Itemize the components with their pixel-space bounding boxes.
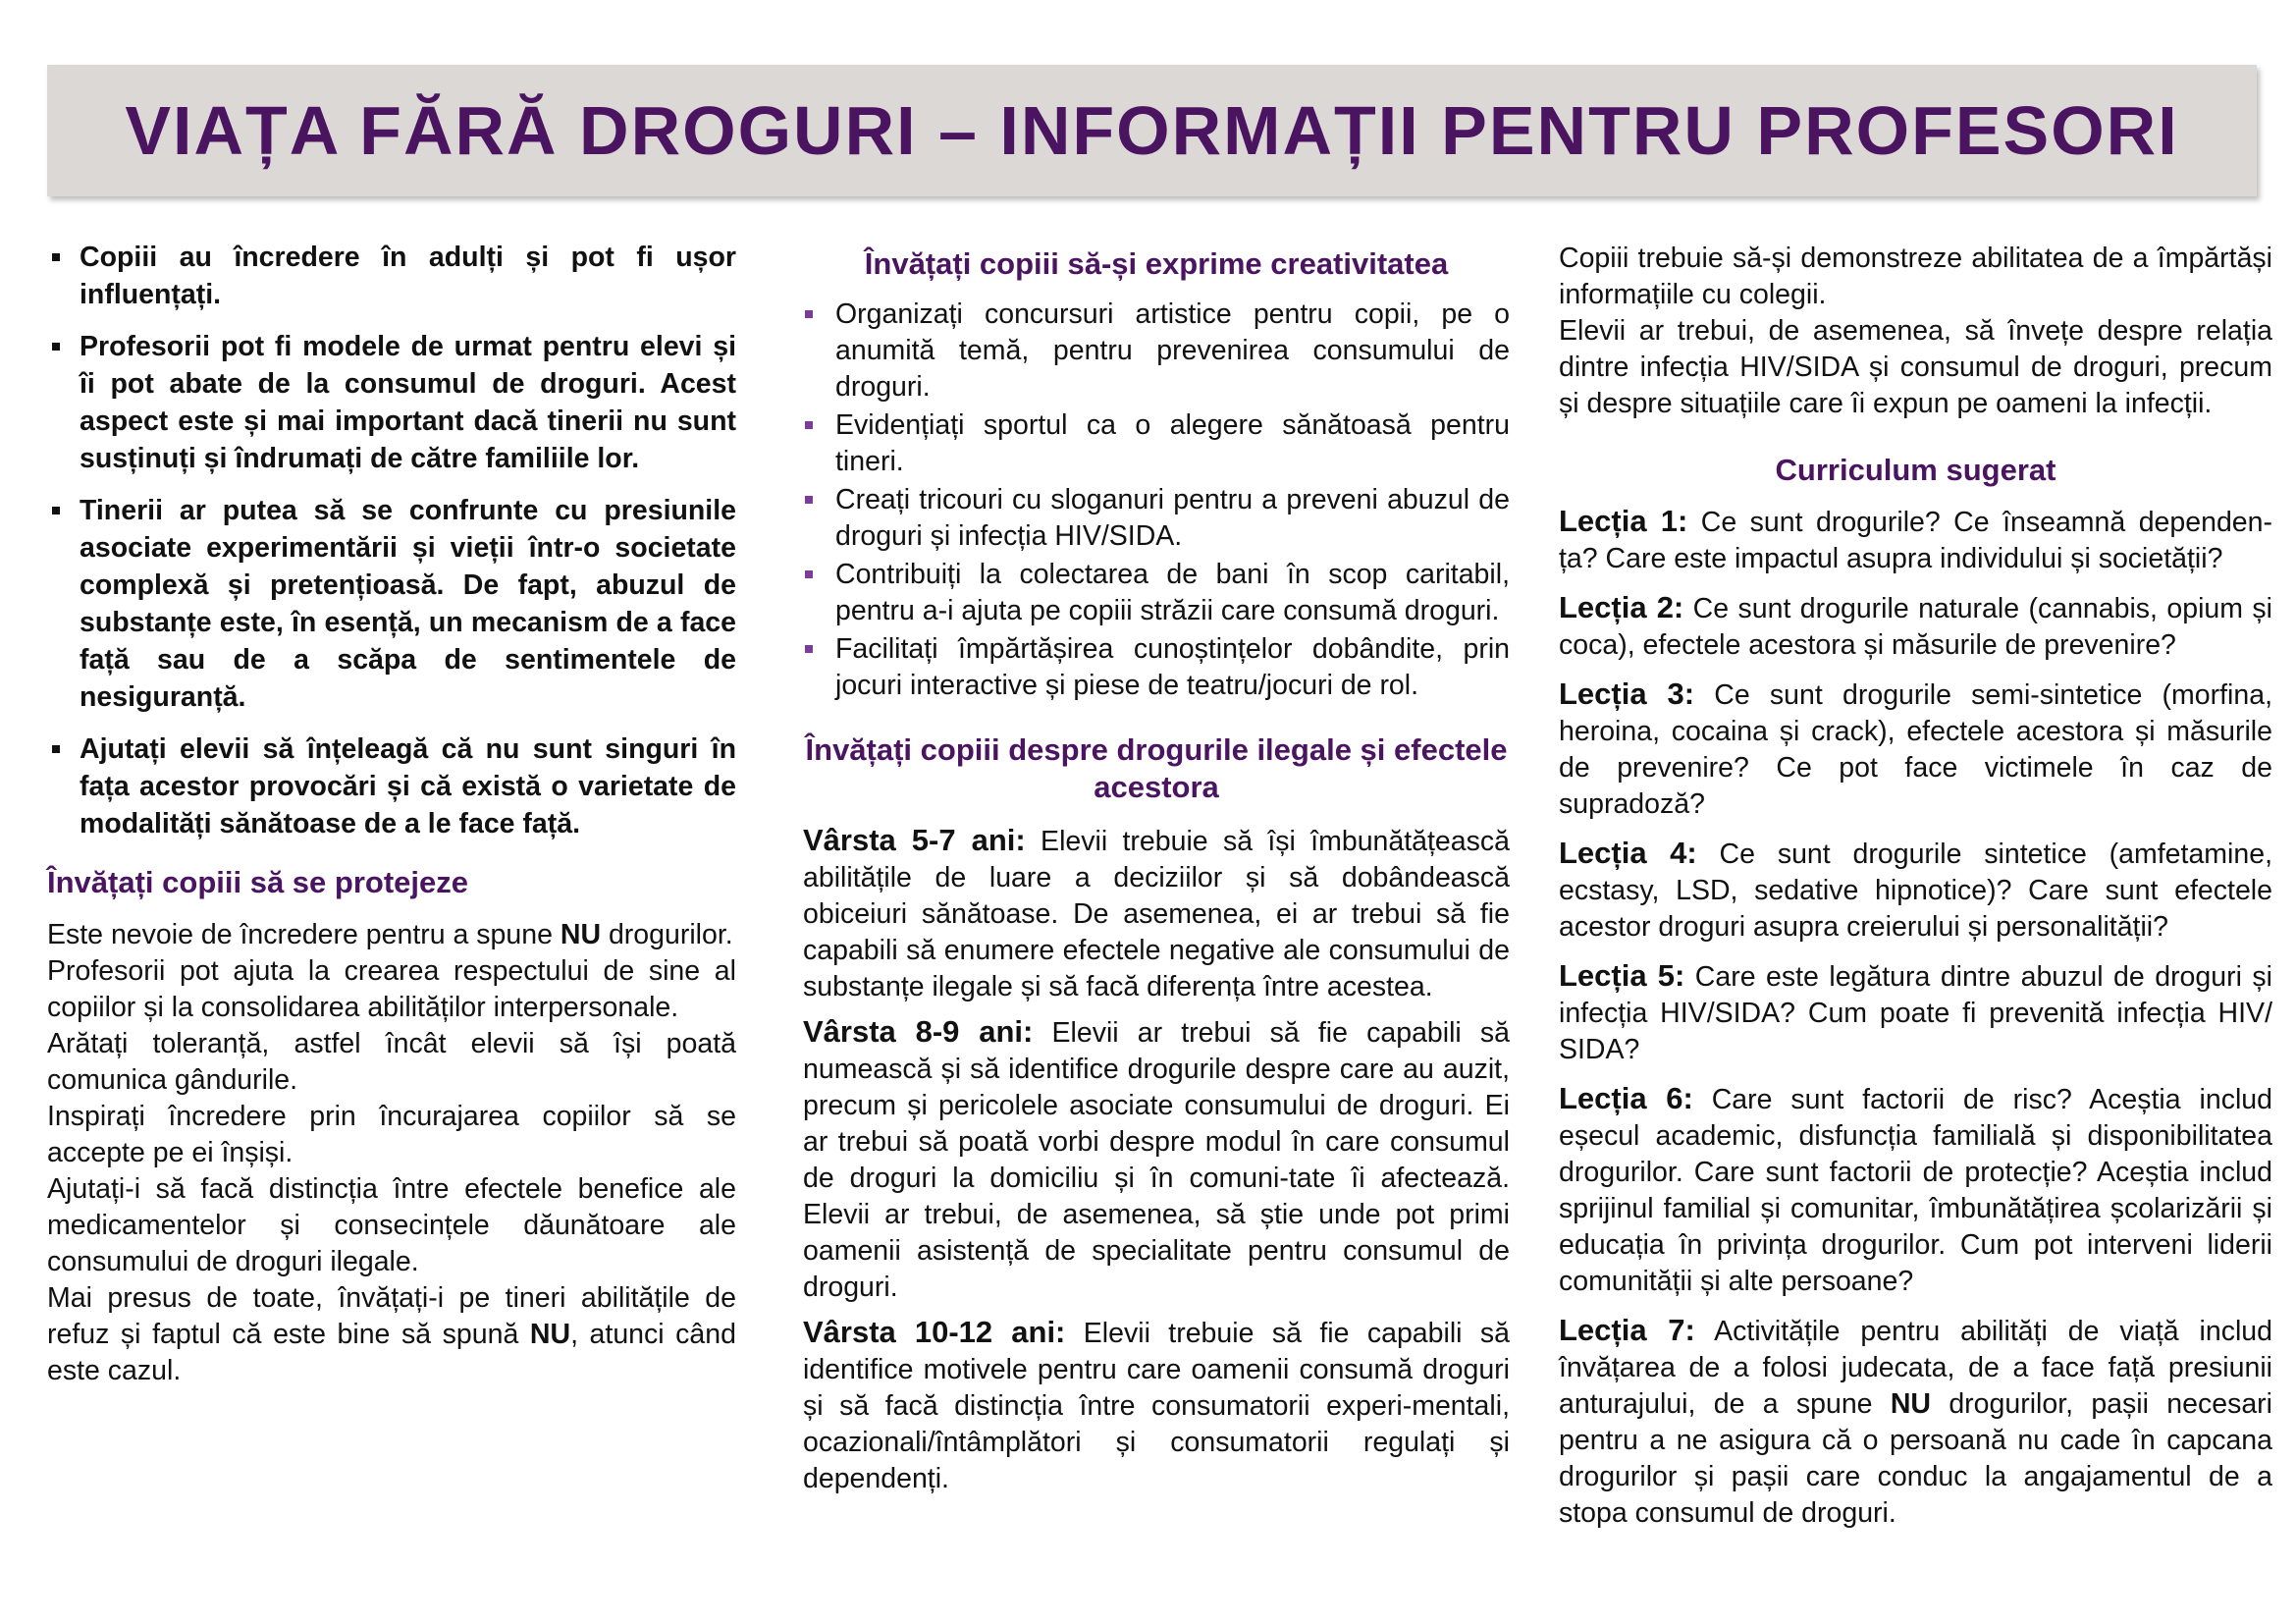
section-heading-protect: Învățați copiii să se protejeze	[47, 865, 468, 899]
lesson-paragraph	[1559, 835, 2272, 946]
age-label: Vârsta 10-12 ani:	[803, 1315, 1066, 1349]
text: Elevii trebuie să fie capabili să identifice motivele pentru care oamenii consumă droguri și să facă distincția între consumatorii experi-mentali, ocazionali/întâmplători și consumatorii regulați și dependenți.	[803, 1318, 1510, 1494]
text: Care este legătura dintre abuzul de droguri și infecția HIV/SIDA? Cum poate fi prevenită infecția HIV/ SIDA?	[1559, 961, 2272, 1065]
emphasis-no: NU	[560, 919, 602, 950]
paragraph: Elevii ar trebui, de asemenea, să învețe despre relația dintre infecția HIV/SIDA și consumul de droguri, precum și despre situațiile care îi expun pe oameni la infecții.	[1559, 315, 2272, 419]
paragraph: Copiii trebuie să-și demonstreze abilitatea de a împărtăși informațiile cu colegii.	[1559, 243, 2272, 310]
lesson-label: Lecția 4:	[1559, 836, 1697, 870]
paragraph: Arătați toleranță, astfel încât elevii să își poată comunica gândurile.	[47, 1028, 736, 1096]
lesson-paragraph	[1559, 503, 2272, 577]
age-paragraph	[803, 822, 1510, 1005]
text: Ce sunt drogurile sintetice (amfetamine, ecstasy, LSD, sedative hipnotice)? Care sunt efectele acestor droguri asupra creierului și personalității?	[1559, 839, 2272, 943]
text: Mai presus de toate, învățați-i pe tineri abilitățile de refuz și faptul că este bine să spună	[47, 1282, 736, 1350]
text: Ce sunt drogurile naturale (cannabis, opium și coca), efectele acestora și măsurile de prevenire?	[1559, 593, 2272, 661]
list-item: Contribuiți la colectarea de bani în scop caritabil, pentru a-i ajuta pe copiii străzii care consumă droguri.	[803, 557, 1510, 629]
text: Ce sunt drogurile semi-sintetice (morfina, heroina, cocaina și crack), efectele acestora și măsurile de prevenire? Ce pot face victimele în caz de supradoză?	[1559, 679, 2272, 820]
list-item: Tinerii ar putea să se confrunte cu presiunile asociate experimentării și vieții într-o societate complexă și pretențioasă. De fapt, abuzul de substanțe este, în esență, un mecanism de a face față sau de a scăpa de sentimentele de nesiguranță.	[47, 492, 736, 716]
text: Ce sunt drogurile? Ce înseamnă dependen-ța? Care este impactul asupra individului și societății?	[1559, 507, 2272, 574]
list-item: Ajutați elevii să înțeleagă că nu sunt singuri în fața acestor provocări și că există o varietate de modalități sănătoase de a le face față.	[47, 731, 736, 842]
text: Elevii trebuie să își îmbunătățească abilitățile de luare a deciziilor și să dobândească obiceiuri sănătoase. De asemenea, ei ar trebui să fie capabili să enumere efectele negative ale consumului de substanțe ilegale și să facă diferența între acestea.	[803, 826, 1510, 1002]
list-item: Evidențiați sportul ca o alegere sănătoasă pentru tineri.	[803, 407, 1510, 480]
lesson-label: Lecția 6:	[1559, 1081, 1693, 1115]
lesson-label: Lecția 3:	[1559, 677, 1695, 711]
lesson-label: Lecția 7:	[1559, 1313, 1695, 1347]
lesson-paragraph	[1559, 676, 2272, 823]
age-paragraph	[803, 1013, 1510, 1306]
lesson-paragraph	[1559, 957, 2272, 1068]
list-item: Organizați concursuri artistice pentru copii, pe o anumită temă, pentru prevenirea consumului de droguri.	[803, 297, 1510, 406]
emphasis-no: NU	[529, 1319, 571, 1350]
text: Este nevoie de încredere pentru a spune	[47, 919, 561, 950]
section-heading-creativity: Învățați copiii să-și exprime creativitatea	[864, 246, 1449, 281]
list-item: Copiii au încredere în adulți și pot fi ușor influențați.	[47, 239, 736, 313]
text: drogurilor, pașii necesari pentru a ne asigura că o persoană nu cade în capcana drogurilor și pașii care conduc la angajamentul de a stopa consumul de droguri.	[1559, 1388, 2272, 1529]
creativity-bullet-list	[803, 297, 1510, 704]
lesson-paragraph	[1559, 1080, 2272, 1300]
text: Elevii ar trebui să fie capabili să numească și să identifice drogurile despre care au auzit, precum și pericolele asociate consumului de droguri. Ei ar trebui să poată vorbi despre modul în care consumul de droguri la domiciliu și în comuni-tate îi afectează. Elevii ar trebui, de asemenea, să știe unde pot primi oamenii asistență de specialitate pentru consumul de droguri.	[803, 1017, 1510, 1303]
list-item: Profesorii pot fi modele de urmat pentru elevi și îi pot abate de la consumul de droguri. Acest aspect este și mai important dacă tinerii nu sunt susținuți și îndrumați de către familiile lor.	[47, 328, 736, 477]
paragraph	[47, 917, 736, 953]
lesson-label: Lecția 5:	[1559, 958, 1685, 993]
text: Care sunt factorii de risc? Aceștia includ eșecul academic, disfuncția familială și disponibilitatea drogurilor. Care sunt factorii de protecție? Aceștia includ sprijinul familial și comunitar, îmbunătățirea școlarizării și educația în privința drogurilor. Cum pot interveni liderii comunității și alte persoane?	[1559, 1084, 2272, 1297]
emphasis-no: NU	[1890, 1388, 1932, 1420]
paragraph: Ajutați-i să facă distincția între efectele benefice ale medicamentelor și consecințele dăunătoare ale consumului de droguri ilegale.	[47, 1173, 736, 1277]
paragraph: Profesorii pot ajuta la crearea respectului de sine al copiilor și la consolidarea abilităților interpersonale.	[47, 955, 736, 1023]
text: , atunci când este cazul.	[47, 1319, 736, 1386]
column-right	[1559, 241, 2272, 1543]
list-item: Facilitați împărtășirea cunoștințelor dobândite, prin jocuri interactive și piese de teatru/jocuri de rol.	[803, 631, 1510, 704]
age-label: Vârsta 5-7 ani:	[803, 823, 1026, 857]
age-paragraph	[803, 1314, 1510, 1497]
list-item: Creați tricouri cu sloganuri pentru a preveni abuzul de droguri și infecția HIV/SIDA.	[803, 482, 1510, 555]
title-banner	[47, 65, 2257, 196]
lesson-label: Lecția 2:	[1559, 590, 1684, 624]
age-label: Vârsta 8-9 ani:	[803, 1014, 1034, 1049]
section-heading-illegal-drugs: Învățați copiii despre drogurile ilegale și efectele acestora	[805, 732, 1508, 804]
lesson-paragraph	[1559, 589, 2272, 664]
paragraph: Inspirați încredere prin încurajarea copiilor să se accepte pe ei înșiși.	[47, 1101, 736, 1168]
lesson-paragraph	[1559, 1312, 2272, 1532]
column-left	[47, 239, 736, 1389]
section-heading-curriculum: Curriculum sugerat	[1775, 453, 2056, 487]
text: drogurilor.	[601, 919, 733, 950]
intro-bullet-list	[47, 239, 736, 842]
page-title: VIAȚA FĂRĂ DROGURI – INFORMAȚII PENTRU PROFESORI	[125, 92, 2179, 169]
lesson-label: Lecția 1:	[1559, 504, 1688, 538]
text: Activitățile pentru abilități de viață includ învățarea de a folosi judecata, de a face față presiunii anturajului, de a spune	[1559, 1316, 2272, 1420]
paragraph	[47, 1280, 736, 1389]
column-middle	[803, 245, 1510, 1505]
